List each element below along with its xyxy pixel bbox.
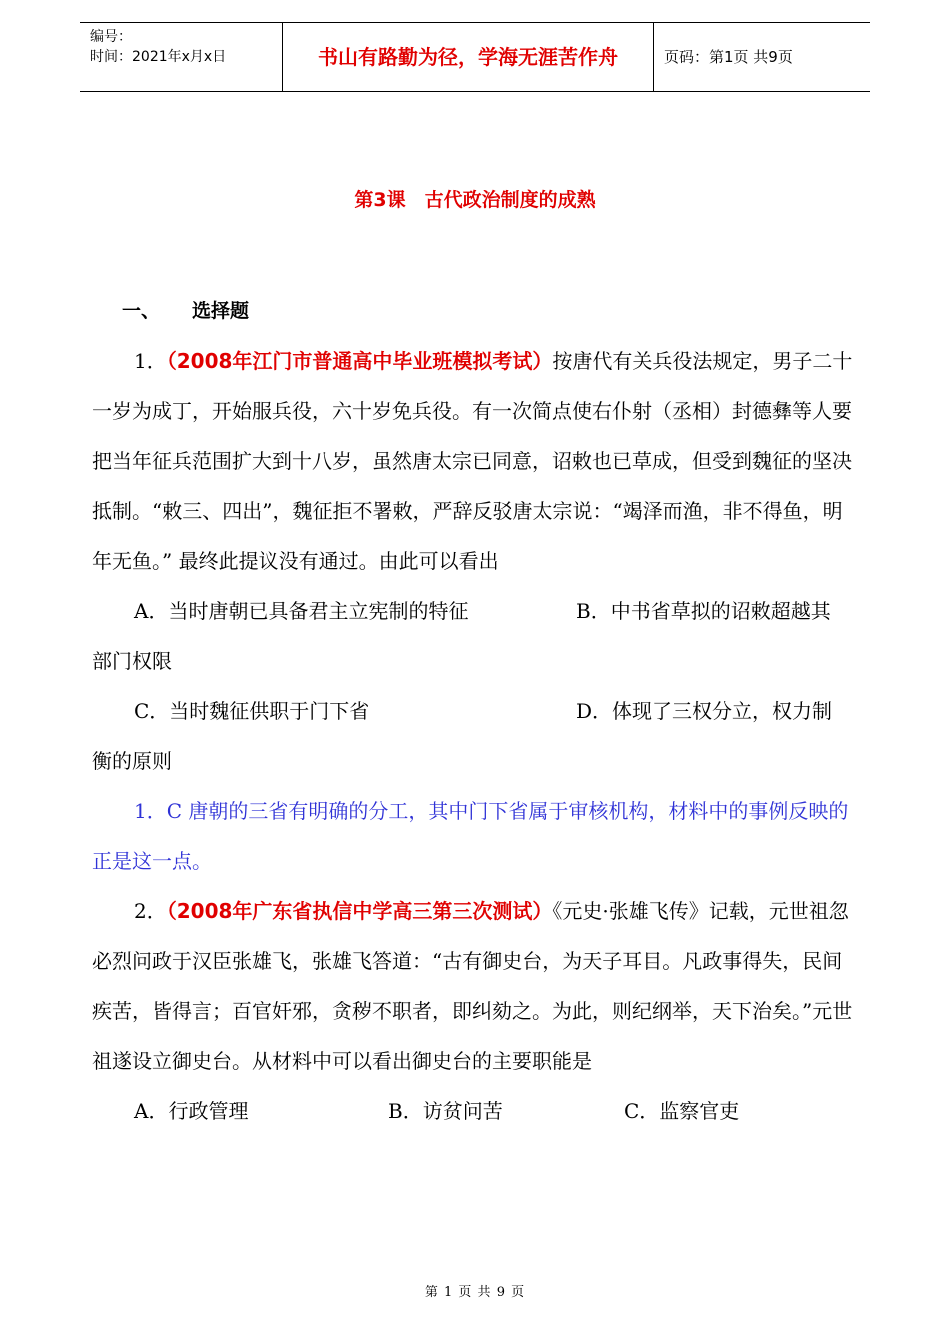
q1-option-a: A．当时唐朝已具备君主立宪制的特征 (134, 599, 469, 623)
time-label: 时间：2021年x月x日 (90, 49, 227, 65)
q1-number: 1． (134, 349, 167, 373)
header-meta (80, 23, 282, 91)
q1-option-b: B．中书省草拟的诏敕超越其 (576, 599, 831, 623)
q1-options-row2 (92, 686, 860, 736)
lesson-title: 第3课 古代政治制度的成熟 (354, 189, 596, 211)
q1-source: （2008年江门市普通高中毕业班模拟考试） (166, 349, 553, 373)
q1-option-c: C．当时魏征供职于门下省 (134, 699, 370, 723)
q2-stem: 《元史·张雄飞传》记载，元世祖忽必烈问政于汉臣张雄飞，张雄飞答道：“古有御史台，为天子耳目。凡政事得失，民间疾苦，皆得言；百官奸邪，贪秽不职者，即纠劾之。为此，则纪纲举，天下治矣。”元世祖遂设立御史台。从材料中可以看出御史台的主要职能是 (92, 899, 853, 1073)
q1-options-row1 (92, 586, 860, 636)
page-footer: 第 1 页 共 9 页 (424, 1285, 526, 1300)
document-body (92, 336, 860, 1136)
q1-answer: 1．C 唐朝的三省有明确的分工，其中门下省属于审核机构，材料中的事例反映的正是这一点。 (92, 799, 849, 873)
q2-options (92, 1086, 860, 1136)
q1-option-b-cont: 部门权限 (92, 649, 172, 673)
q1-option-d-cont: 衡的原则 (92, 749, 172, 773)
question-2 (92, 886, 860, 1086)
q2-number: 2． (134, 899, 167, 923)
q2-source: （2008年广东省执信中学高三第三次测试） (166, 899, 553, 923)
number-label: 编号： (90, 29, 132, 45)
section-label: 选择题 (192, 300, 250, 322)
section-heading (122, 296, 249, 323)
page-header (80, 22, 870, 92)
q1-option-d: D．体现了三权分立，权力制 (576, 699, 833, 723)
q1-stem: 按唐代有关兵役法规定，男子二十一岁为成丁，开始服兵役，六十岁免兵役。有一次简点使右仆射（丞相）封德彝等人要把当年征兵范围扩大到十八岁，虽然唐太宗已同意，诏敕也已草成，但受到魏征的坚决抵制。“敕三、四出”，魏征拒不署敕，严辞反驳唐太宗说：“竭泽而渔，非不得鱼，明年无鱼。” 最终此提议没有通过。由此可以看出 (92, 349, 853, 573)
q2-option-b: B．访贫问苦 (388, 1099, 503, 1123)
q2-option-c: C．监察官吏 (624, 1099, 740, 1123)
header-motto: 书山有路勤为径，学海无涯苦作舟 (282, 23, 654, 91)
section-number: 一、 (122, 300, 161, 322)
q2-option-a: A．行政管理 (134, 1099, 249, 1123)
header-page-code: 页码：第1页 共9页 (664, 48, 793, 66)
question-1 (92, 336, 860, 586)
